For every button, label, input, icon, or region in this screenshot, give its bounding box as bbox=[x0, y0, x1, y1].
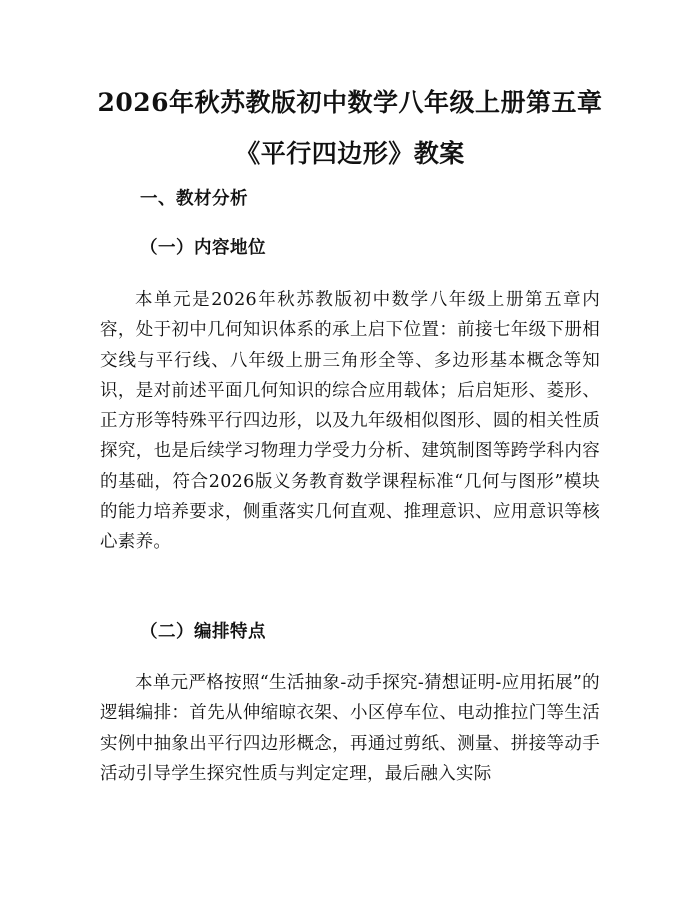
document-title-line2: 《平行四边形》教案 bbox=[235, 139, 465, 168]
paragraph-content-position: 本单元是2026年秋苏教版初中数学八年级上册第五章内容，处于初中几何知识体系的承上启下位置：前接七年级下册相交线与平行线、八年级上册三角形全等、多边形基本概念等知识，是对前述平面几何知识的综合应用载体；后启矩形、菱形、正方形等特殊平行四边形，以及九年级相似图形、圆的相关性质探究，也是后续学习物理力学受力分析、建筑制图等跨学科内容的基础，符合2026版义务教育数学课程标准“几何与图形”模块的能力培养要求，侧重落实几何直观、推理意识、应用意识等核心素养。 bbox=[100, 290, 600, 553]
section-heading-textbook-analysis: 一、教材分析 bbox=[140, 189, 248, 209]
paragraph-arrangement: 本单元严格按照“生活抽象-动手探究-猜想证明-应用拓展”的逻辑编排：首先从伸缩晾衣架、小区停车位、电动推拉门等生活实例中抽象出平行四边形概念，再通过剪纸、测量、拼接等动手活动引导学生探究性质与判定定理，最后融入实际 bbox=[100, 673, 600, 784]
subsection-heading-arrangement: （二）编排特点 bbox=[140, 622, 266, 642]
subsection-heading-content-position: （一）内容地位 bbox=[140, 238, 266, 258]
document-title-line1: 2026年秋苏教版初中数学八年级上册第五章 bbox=[97, 88, 603, 117]
